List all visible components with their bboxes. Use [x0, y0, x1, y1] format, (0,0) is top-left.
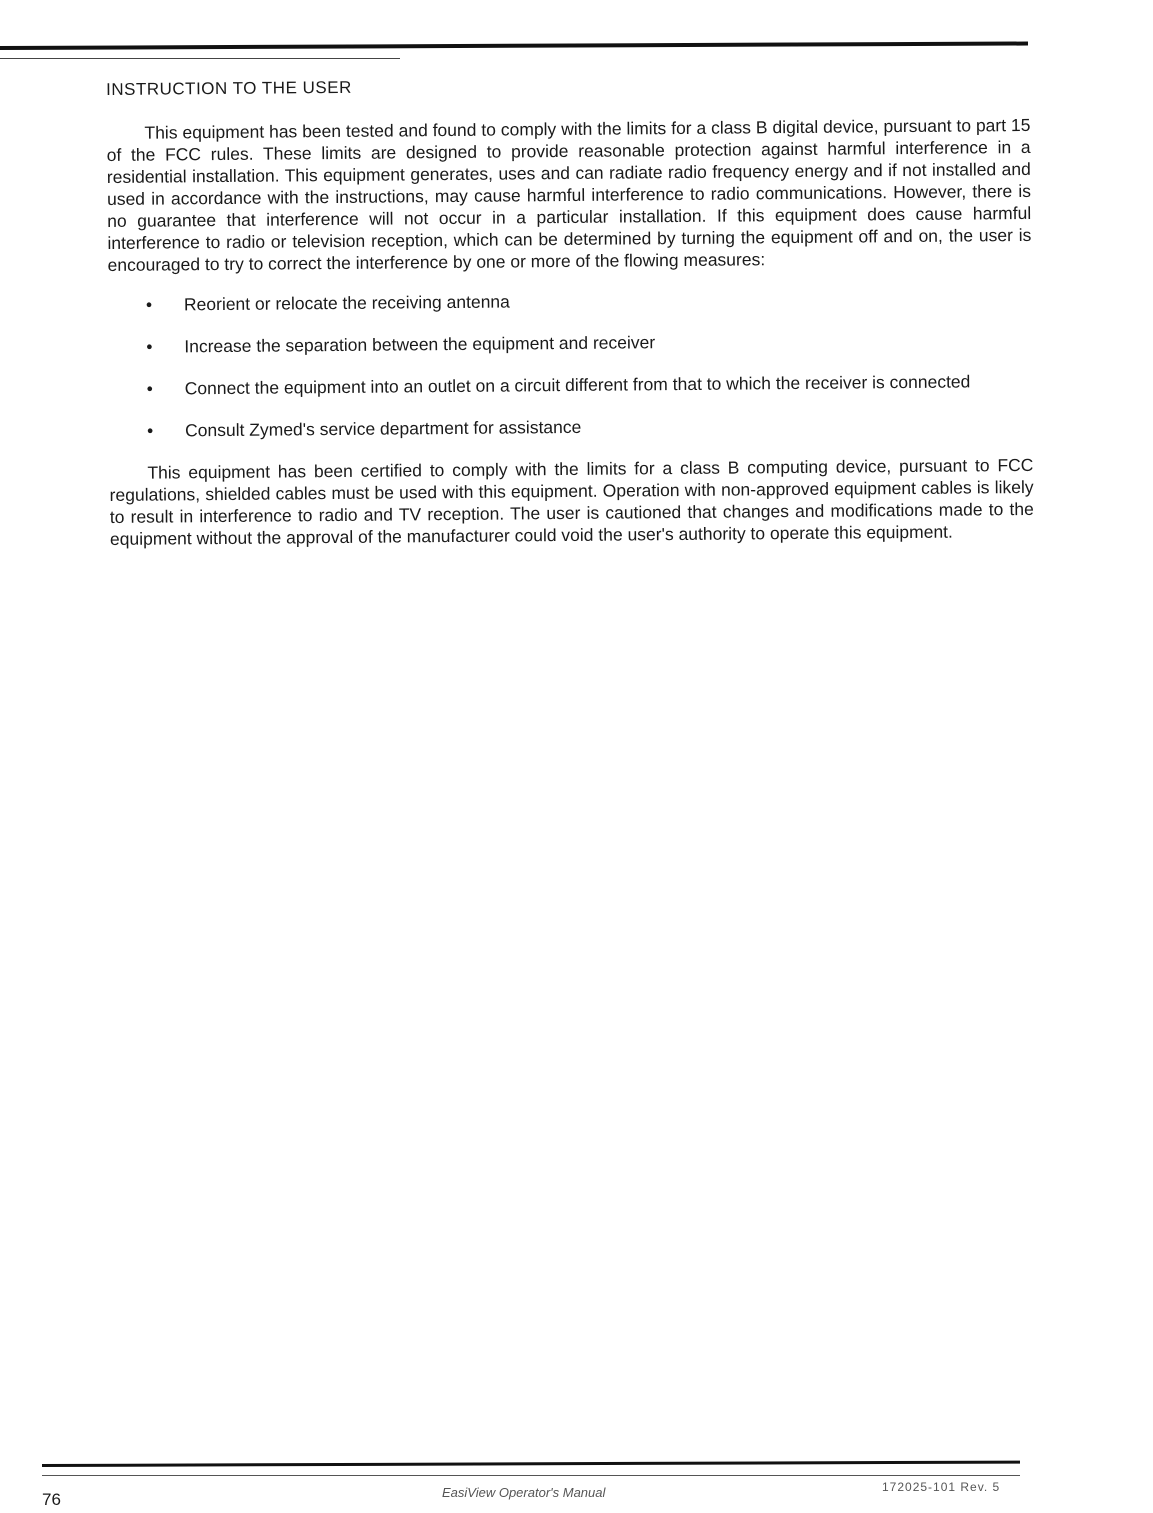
paragraph-certification: This equipment has been certified to comply with the limits for a class B computing device, pursuant to FCC regulations, shielded cables must be used with this equipment. Operation with non-approved equipment cables is likely to result in interference to radio and TV reception. The user is cautioned that changes and modifications made to the equipment without the approval of the manufacturer could void the user's authority to operate this equipment. [109, 454, 1034, 549]
list-item-text: Connect the equipment into an outlet on a circuit different from that to which the receiver is connected [184, 371, 971, 399]
document-number: 172025-101 Rev. 5 [882, 1480, 1001, 1494]
paragraph-fcc-intro: This equipment has been tested and found to comply with the limits for a class B digital device, pursuant to part 15 of the FCC rules. These limits are designed to provide reasonable protection against harmful interference in a residential installation. This equipment generates, uses and can radiate radio frequency energy and if not installed and used in accordance with the instructions, may cause harmful interference to radio communications. However, there is no guarantee that interference will not occur in a particular installation. If this equipment does cause harmful interference to radio or television reception, which can be determined by turning the equipment off and on, the user is encouraged to try to correct the interference by one or more of the flowing measures: [106, 114, 1032, 275]
bullet-marker: • [145, 294, 153, 315]
list-item [109, 412, 1033, 442]
top-rule [0, 42, 1028, 50]
section-heading: INSTRUCTION TO THE USER [106, 77, 352, 99]
page-number: 76 [42, 1490, 61, 1509]
bottom-rule-thin [42, 1475, 1020, 1476]
top-rule-thin [0, 58, 400, 59]
bullet-marker: • [146, 336, 153, 357]
page-content [106, 72, 1034, 550]
list-item [109, 370, 1033, 400]
list-item [108, 286, 1032, 316]
list-item [108, 328, 1032, 358]
bottom-rule [42, 1461, 1020, 1467]
list-item-text: Increase the separation between the equipment and receiver [184, 332, 656, 357]
measures-list [108, 286, 1033, 442]
list-item-text: Reorient or relocate the receiving antenna [183, 291, 510, 315]
bullet-marker: • [146, 378, 153, 399]
manual-title: EasiView Operator's Manual [442, 1485, 606, 1500]
bullet-marker: • [146, 420, 154, 441]
list-item-text: Consult Zymed's service department for assistance [184, 416, 582, 441]
